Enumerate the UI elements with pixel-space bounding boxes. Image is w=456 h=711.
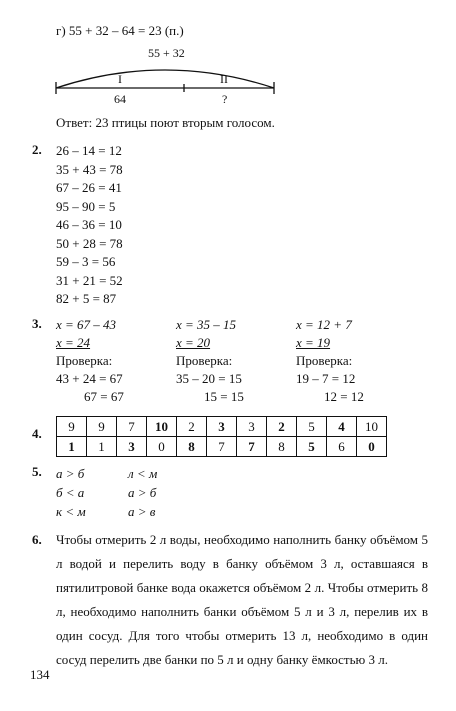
task-2-line: 46 – 36 = 10: [56, 217, 122, 232]
task-6-text: Чтобы отмерить 2 л воды, необходимо наполнить банку объёмом 5 л водой и перелить воду в банку объёмом 3 л, оставшаяся в пятилитровой банке вода окажется объёмом 2 л. Чтобы отмерить 8 л, необходимо наполнить банки объёмом 5 л и 3 л, перелив их в один сосуд. Для того чтобы отмерить 13 л, необходимо в один сосуд перелить две банки по 5 л и одну банку ёмкостью 3 л.: [56, 532, 428, 667]
table-cell: 0: [357, 437, 387, 457]
task-3-equation: x = 35 – 15: [176, 317, 237, 332]
table-cell: 7: [237, 437, 267, 457]
task-3-check-2: 12 = 12: [324, 389, 364, 404]
task-2-line: 31 + 21 = 52: [56, 272, 123, 288]
task-g-equation: г) 55 + 32 – 64 = 23 (п.): [56, 23, 184, 38]
table-cell: 9: [87, 417, 117, 437]
table-cell: 10: [357, 417, 387, 437]
task-2-line: 95 – 90 = 5: [56, 198, 116, 214]
task-2-line: 67 – 26 = 41: [56, 180, 122, 195]
task-3-check-1: 43 + 24 = 67: [56, 371, 123, 386]
task-2-line: 82 + 5 = 87: [56, 291, 117, 306]
page-number: 134: [30, 667, 50, 682]
table-cell: 9: [57, 417, 87, 437]
task-g-answer: Ответ: 23 птицы поют вторым голосом.: [56, 115, 275, 130]
task-3-equation: x = 12 + 7: [296, 317, 352, 332]
task-2-line: 50 + 28 = 78: [56, 235, 123, 251]
diagram-bottom-1: 64: [114, 92, 126, 106]
task-5-number: 5.: [32, 464, 42, 479]
task-3-check-2: 15 = 15: [204, 389, 244, 404]
task-4-number: 4.: [32, 426, 42, 441]
table-cell: 7: [207, 437, 237, 457]
table-cell: 1: [57, 437, 87, 457]
task-3-equation: x = 67 – 43: [56, 317, 117, 332]
table-cell: 8: [177, 437, 207, 457]
diagram-part-1: I: [118, 72, 122, 86]
table-cell: 6: [327, 437, 357, 457]
table-cell: 3: [207, 417, 237, 437]
task-2-line: 59 – 3 = 56: [56, 254, 116, 269]
task-3-column-3: [296, 316, 364, 406]
table-cell: 3: [237, 417, 267, 437]
task-5-item: л < м: [128, 466, 158, 481]
table-cell: 2: [177, 417, 207, 437]
task-5-column-2: [128, 464, 157, 521]
task-6-number: 6.: [32, 532, 42, 547]
table-cell: 1: [87, 437, 117, 457]
task-5-item: а > б: [128, 485, 157, 500]
task-5-item: а > б: [56, 466, 85, 481]
table-cell: 2: [267, 417, 297, 437]
segment-diagram: [52, 46, 278, 108]
table-row: [57, 437, 387, 457]
task-2-lines: [56, 142, 123, 309]
table-cell: 8: [267, 437, 297, 457]
task-3-result: x = 24: [56, 335, 91, 350]
task-3-number: 3.: [32, 316, 42, 331]
table-row: [57, 417, 387, 437]
task-5-item: б < а: [56, 485, 85, 500]
task-3-check-1: 19 – 7 = 12: [296, 371, 356, 386]
task-3-check-label: Проверка:: [296, 353, 353, 368]
diagram-top-label: 55 + 32: [148, 46, 185, 60]
task-5-column-1: [56, 464, 86, 521]
task-2-number: 2.: [32, 142, 42, 157]
table-cell: 5: [297, 417, 327, 437]
table-cell: 5: [297, 437, 327, 457]
task-4-table: [56, 416, 387, 457]
task-3-result: x = 20: [176, 335, 211, 350]
diagram-part-2: II: [220, 72, 228, 86]
task-3-check-1: 35 – 20 = 15: [176, 371, 242, 386]
task-3-column-1: [56, 316, 124, 406]
task-5-item: к < м: [56, 504, 86, 519]
task-6-paragraph: [56, 528, 428, 672]
task-3-result: x = 19: [296, 335, 331, 350]
task-2-line: 35 + 43 = 78: [56, 161, 123, 177]
table-cell: 4: [327, 417, 357, 437]
diagram-bottom-2: ?: [222, 92, 228, 106]
task-2-line: 26 – 14 = 12: [56, 143, 122, 158]
table-cell: 7: [117, 417, 147, 437]
task-3-column-2: [176, 316, 244, 406]
task-3-check-2: 67 = 67: [84, 389, 124, 404]
task-3-check-label: Проверка:: [56, 353, 113, 368]
task-5-item: а > в: [128, 504, 156, 519]
table-cell: 10: [147, 417, 177, 437]
table-cell: 0: [147, 437, 177, 457]
task-3-check-label: Проверка:: [176, 353, 233, 368]
table-cell: 3: [117, 437, 147, 457]
diagram-arc: [52, 46, 278, 108]
